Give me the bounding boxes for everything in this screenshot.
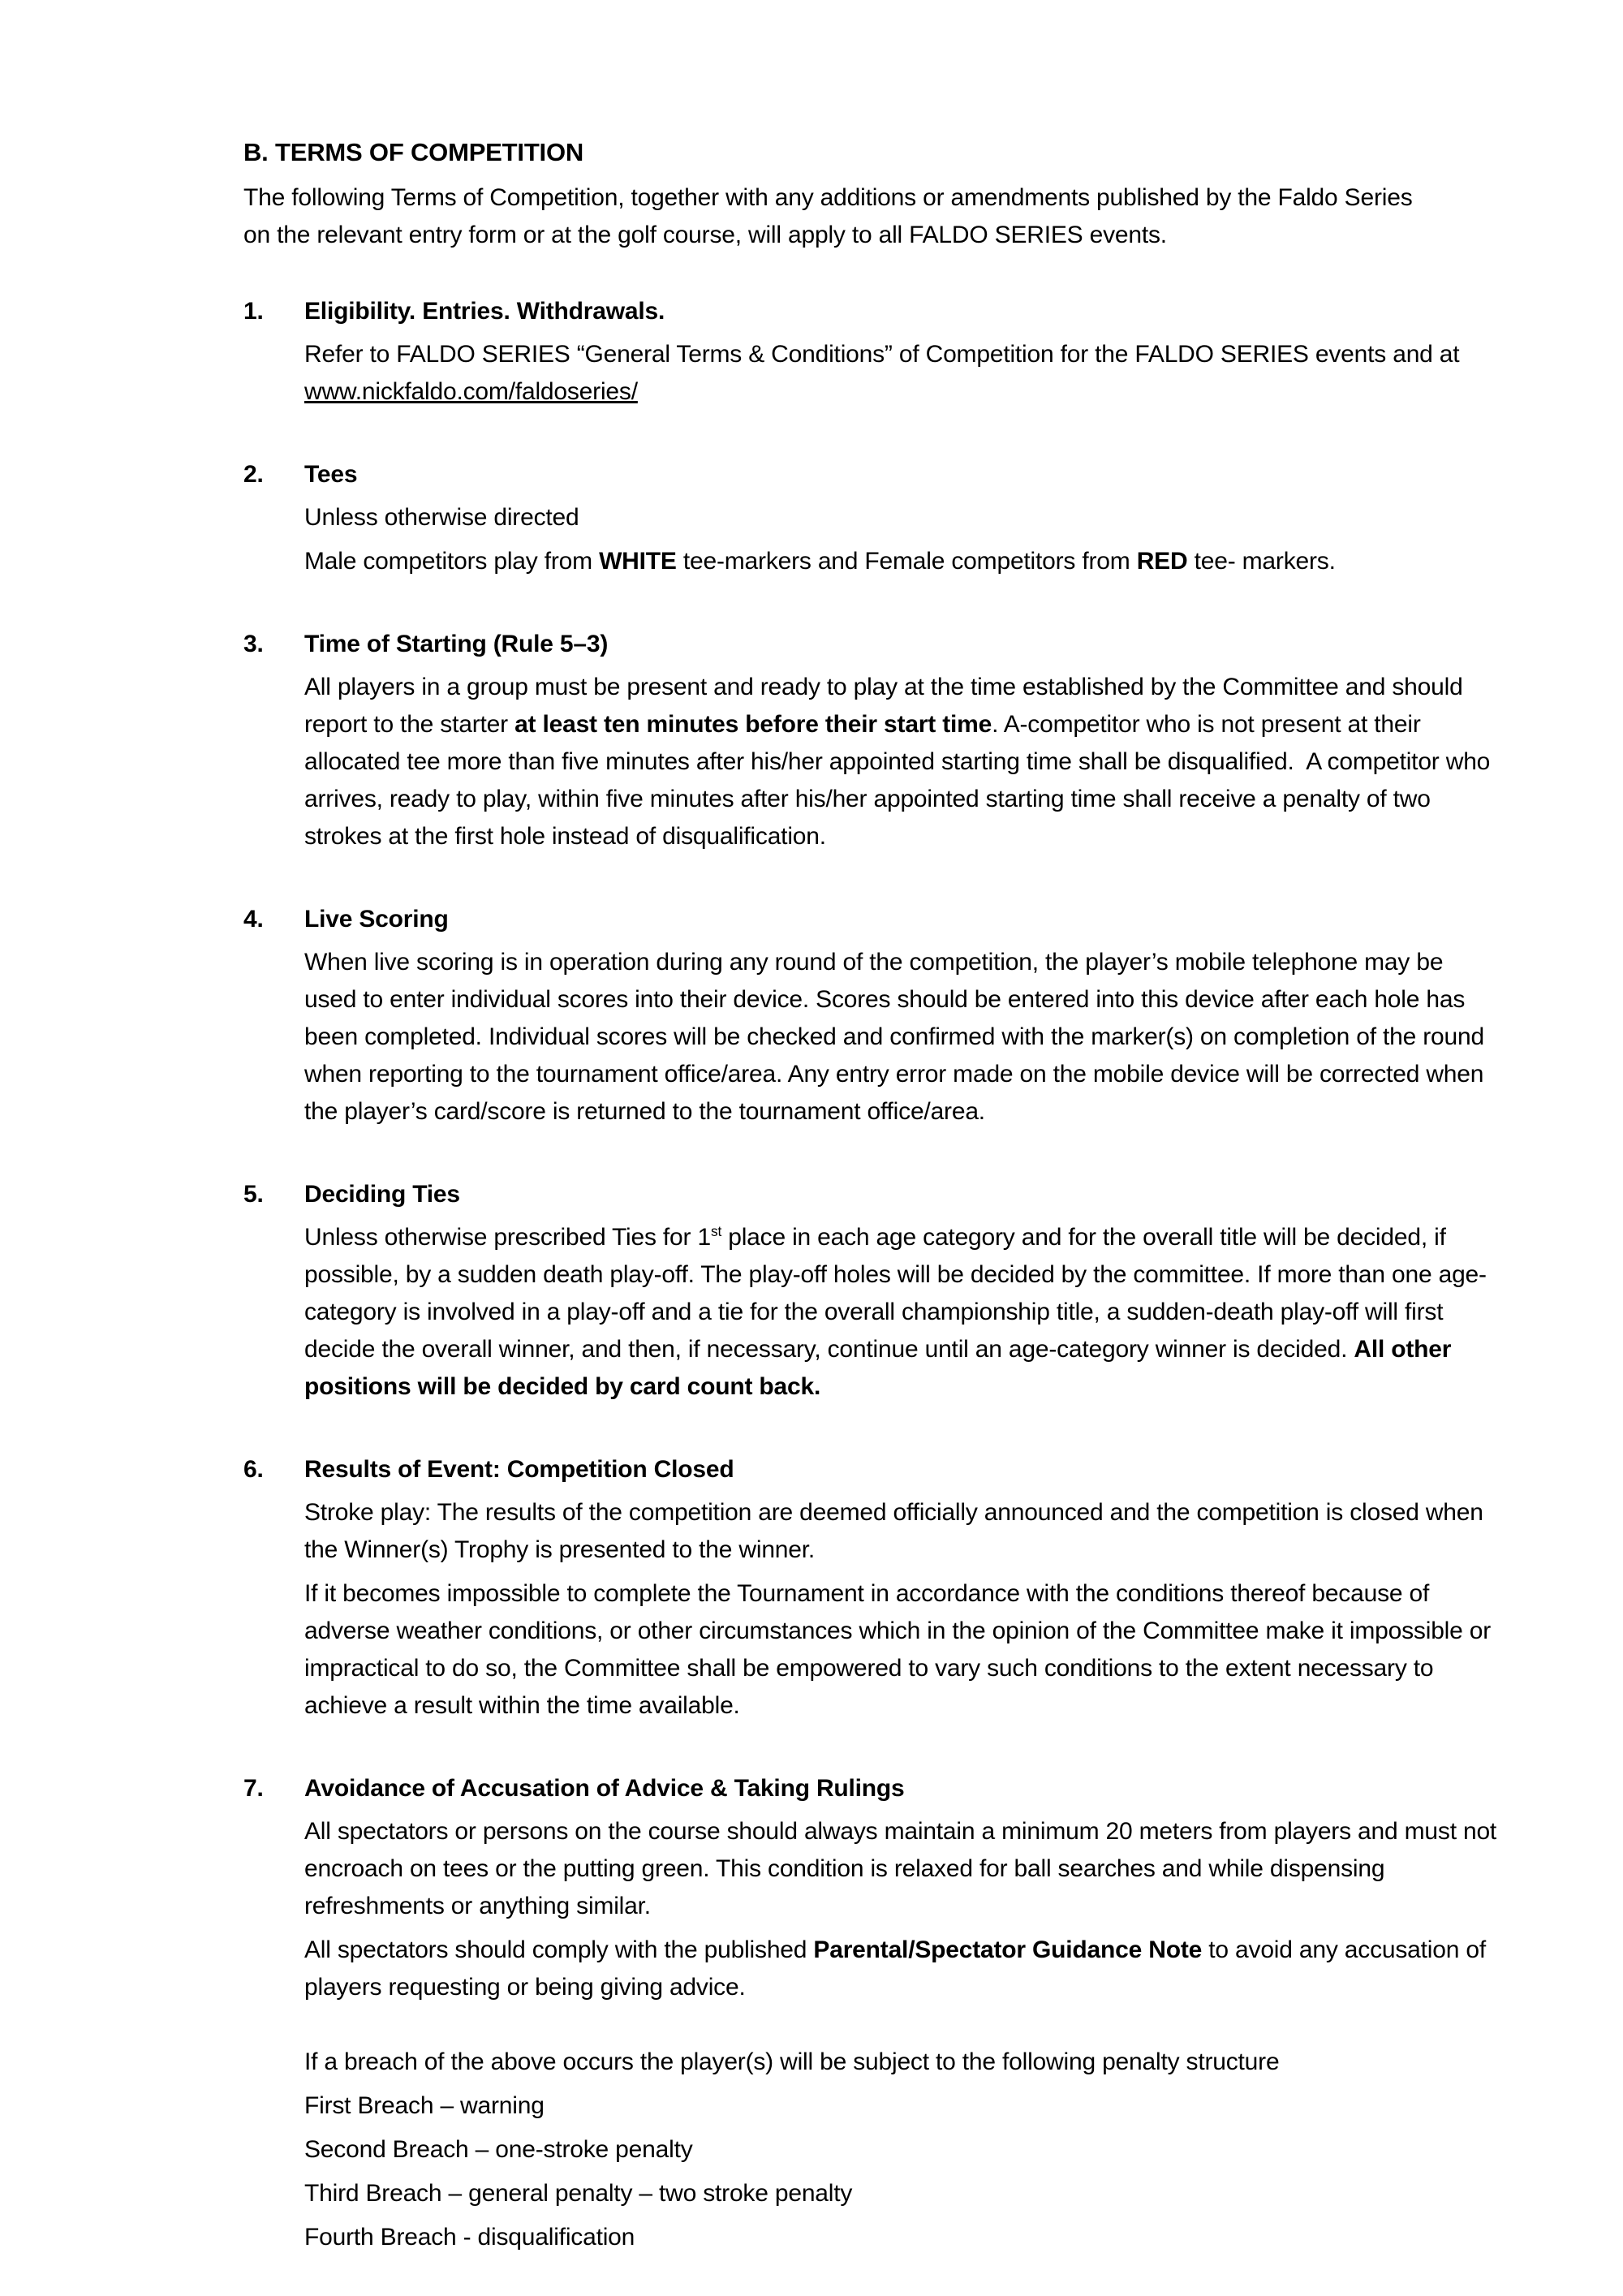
section-paragraph: [304, 1219, 1497, 1406]
section-paragraph: [304, 1494, 1497, 1569]
section-paragraph: [304, 2219, 1497, 2256]
text-run: to avoid any accusation of players requesting or being giving advice.: [304, 1936, 1486, 2001]
section-paragraph: [304, 499, 1497, 536]
text-run: Stroke play: The results of the competition are deemed officially announced and the competition is closed when the Winner(s) Trophy is presented to the winner.: [304, 1499, 1483, 1563]
section-paragraph: [304, 543, 1497, 580]
section: [243, 1451, 1501, 1731]
text-run: First Breach – warning: [304, 2092, 545, 2119]
text-run: Fourth Breach - disqualification: [304, 2224, 635, 2251]
section: [243, 1176, 1501, 1412]
section-paragraph: [304, 669, 1497, 855]
text-run: When live scoring is in operation during any round of the competition, the player’s mobile telephone may be used to enter individual scores into their device. Scores should be entered into this device after each hole has been completed. Individual scores will be checked and confirmed with the marker(s) on completion of the round when reporting to the tournament office/area. Any entry error made on the mobile device will be corrected when the player’s card/score is returned to the tournament office/area.: [304, 949, 1484, 1125]
section-body: [304, 1451, 1497, 1731]
section-number: 7.: [243, 1775, 264, 1802]
section-heading: Time of Starting (Rule 5–3): [304, 631, 609, 657]
text-run: All other positions will be decided by card count back.: [304, 1336, 1452, 1400]
text-run: tee- markers.: [1187, 548, 1336, 575]
section-heading: Live Scoring: [304, 906, 449, 933]
section-heading: Eligibility. Entries. Withdrawals.: [304, 298, 665, 325]
section: [243, 1770, 1501, 2263]
section-body: [304, 626, 1497, 862]
section: [243, 293, 1501, 417]
section-paragraph: [304, 2175, 1497, 2212]
section-paragraph: [304, 2131, 1497, 2169]
text-run: Unless otherwise directed: [304, 504, 579, 531]
section-paragraph: [304, 1813, 1497, 1925]
section-number: 6.: [243, 1456, 264, 1483]
text-run: Second Breach – one-stroke penalty: [304, 2136, 693, 2163]
section-body: [304, 293, 1497, 417]
text-run: All spectators should comply with the published: [304, 1936, 814, 1963]
section-number: 1.: [243, 298, 264, 325]
section-paragraph: [304, 336, 1497, 411]
section: [243, 456, 1501, 587]
section: [243, 901, 1501, 1137]
text-run: Male competitors play from: [304, 548, 600, 575]
section-paragraph: [304, 2087, 1497, 2125]
text-run: All players in a group must be present and ready to play at the time established by the Committee and should report to the starter: [304, 674, 1463, 738]
text-run: at least ten minutes before their start time: [514, 711, 992, 738]
hyperlink[interactable]: www.nickfaldo.com/faldoseries/: [304, 378, 638, 405]
section-paragraph: [304, 944, 1497, 1131]
section-heading: Deciding Ties: [304, 1181, 460, 1208]
superscript-text: st: [710, 1223, 722, 1239]
text-run: tee-markers and Female competitors from: [676, 548, 1137, 575]
text-run: place in each age category and for the overall title will be decided, if possible, by a sudden death play-off. The play-off holes will be decided by the committee. If more than one age-category is involved in a play-off and a tie for the overall championship title, a sudden-death play-off will first decide the overall winner, and then, if necessary, continue until an age-category winner is decided.: [304, 1224, 1487, 1363]
text-run: . A-competitor who is not present at their allocated tee more than five minutes after his/her appointed starting time shall be disqualified. A competitor who arrives, ready to play, within five minutes after his/her appointed starting time shall receive a penalty of two strokes at the first hole instead of disqualification.: [304, 711, 1491, 850]
text-run: Third Breach – general penalty – two stroke penalty: [304, 2180, 853, 2207]
section-heading: Results of Event: Competition Closed: [304, 1456, 734, 1483]
text-run: Refer to FALDO SERIES “General Terms & Conditions” of Competition for the FALDO SERIES events and at: [304, 341, 1460, 368]
section-body: [304, 1176, 1497, 1412]
section-body: [304, 456, 1497, 587]
section-body: [304, 901, 1497, 1137]
section: [243, 626, 1501, 862]
text-run: RED: [1136, 548, 1188, 575]
section-paragraph: [304, 1932, 1497, 2006]
section-body: [304, 1770, 1497, 2263]
intro-paragraph: The following Terms of Competition, together with any additions or amendments published by the Faldo Series on the relevant entry form or at the golf course, will apply to all FALDO SERIES events.: [243, 184, 1413, 248]
section-number: 5.: [243, 1181, 264, 1208]
section-paragraph: [304, 1575, 1497, 1725]
text-run: If it becomes impossible to complete the Tournament in accordance with the conditions thereof because of adverse weather conditions, or other circumstances which in the opinion of the Committee make it impossible or impractical to do so, the Committee shall be empowered to vary such conditions to the extent necessary to achieve a result within the time available.: [304, 1580, 1492, 1719]
sections: [243, 293, 1501, 2263]
text-run: Parental/Spectator Guidance Note: [813, 1936, 1203, 1963]
text-run: WHITE: [599, 548, 677, 575]
text-run: If a breach of the above occurs the player(s) will be subject to the following penalty structure: [304, 2048, 1280, 2075]
section-number: 4.: [243, 906, 264, 933]
section-paragraph: [304, 2044, 1497, 2081]
section-number: 2.: [243, 461, 264, 488]
section-number: 3.: [243, 631, 264, 657]
text-run: All spectators or persons on the course should always maintain a minimum 20 meters from players and must not encroach on tees or the putting green. This condition is relaxed for ball searches and while dispensing refreshments or anything similar.: [304, 1818, 1497, 1919]
section-heading: Avoidance of Accusation of Advice & Taking Rulings: [304, 1775, 905, 1802]
text-run: Unless otherwise prescribed Ties for 1: [304, 1224, 711, 1251]
section-heading: Tees: [304, 461, 358, 488]
document-title: B. TERMS OF COMPETITION: [243, 138, 584, 166]
